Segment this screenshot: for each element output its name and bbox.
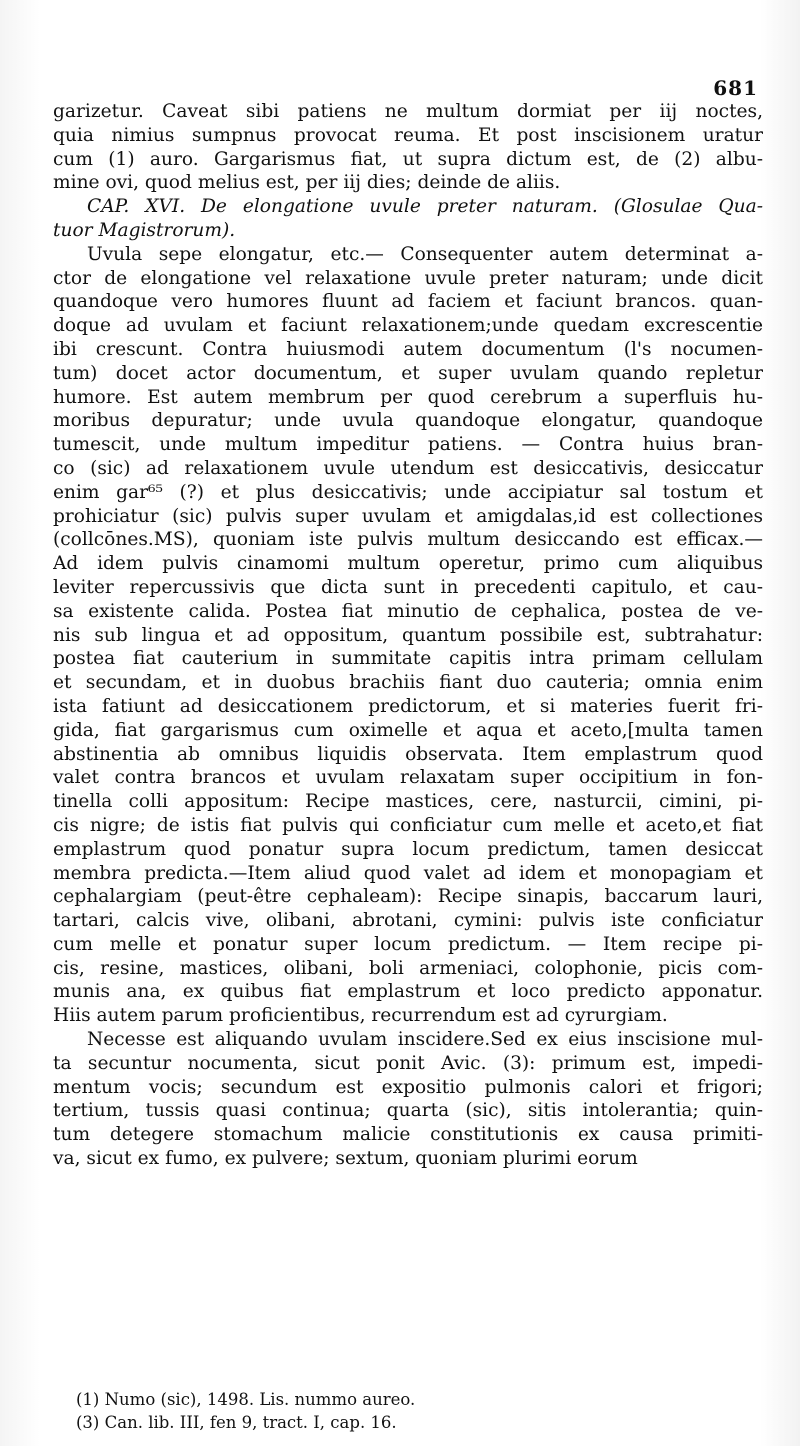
text-line: tuor Magistrorum). — [53, 219, 236, 241]
text-line: quandoque vero humores fluunt ad faciem et faciunt brancos. quan- — [53, 291, 763, 313]
text-line: cum (1) auro. Gargarismus fiat, ut supra dictum est, de (2) albu- — [53, 148, 763, 170]
text-line: tinella colli appositum: Recipe mastices, cere, nasturcii, cimini, pi- — [53, 791, 763, 813]
text-line: emplastrum quod ponatur supra locum predictum, tamen desiccat — [53, 838, 763, 860]
text-line: Ad idem pulvis cinamomi multum operetur, primo cum aliquibus — [53, 553, 763, 575]
text-line: prohiciatur (sic) pulvis super uvulam et amigdalas,id est collectiones — [53, 505, 763, 527]
text-line: nis sub lingua et ad oppositum, quantum possibile est, subtrahatur: — [53, 624, 763, 646]
text-line: tartari, calcis vive, olibani, abrotani, cymini: pulvis iste conficiatur — [53, 910, 763, 932]
text-line: ibi crescunt. Contra huiusmodi autem documentum (l's nocumen- — [53, 338, 763, 360]
text-line: va, sicut ex fumo, ex pulvere; sextum, quoniam plurimi eorum — [53, 1148, 638, 1170]
text-line: (collcōnes.MS), quoniam iste pulvis multum desiccando est efficax.— — [53, 529, 763, 551]
text-line: Uvula sepe elongatur, etc.— Consequenter autem determinat a- — [87, 243, 763, 265]
text-line: et secundam, et in duobus brachiis fiant duo cauteria; omnia enim — [53, 672, 763, 694]
text-line: sa existente calida. Postea fiat minutio de cephalica, postea de ve- — [53, 600, 763, 622]
text-line: munis ana, ex quibus fiat emplastrum et loco predicto apponatur. — [53, 981, 763, 1003]
text-line: membra predicta.—Item aliud quod valet ad idem et monopagiam et — [53, 862, 763, 884]
text-line: tum detegere stomachum malicie constitutionis ex causa primiti- — [53, 1124, 763, 1146]
text-line: tertium, tussis quasi continua; quarta (sic), sitis intolerantia; quin- — [53, 1100, 763, 1122]
text-line: gida, fiat gargarismus cum oximelle et aqua et aceto,[multa tamen — [53, 719, 763, 741]
text-line: quia nimius sumpnus provocat reuma. Et post inscisionem uratur — [53, 124, 763, 146]
text-line: ta secuntur nocumenta, sicut ponit Avic. (3): primum est, impedi- — [53, 1052, 763, 1074]
page-number: 681 — [713, 76, 758, 100]
footnotes — [76, 1388, 676, 1434]
text-line: enim gar⁶⁵ (?) et plus desiccativis; unde accipiatur sal tostum et — [53, 481, 763, 503]
text-line: tum) docet actor documentum, et super uvulam quando repletur — [53, 362, 763, 384]
text-line: ista fatiunt ad desiccationem predictorum, et si materies fuerit fri- — [53, 695, 763, 717]
footnote: (1) Numo (sic), 1498. Lis. nummo aureo. — [76, 1390, 416, 1409]
text-line: leviter repercussivis que dicta sunt in precedenti capitulo, et cau- — [53, 576, 763, 598]
text-line: cis nigre; de istis fiat pulvis qui conficiatur cum melle et aceto,et fiat — [53, 814, 763, 836]
text-line: moribus depuratur; unde uvula quandoque elongatur, quandoque — [53, 410, 763, 432]
text-line: cum melle et ponatur super locum predictum. — Item recipe pi- — [53, 933, 763, 955]
text-line: tumescit, unde multum impeditur patiens. — Contra huius bran- — [53, 434, 763, 456]
text-line: abstinentia ab omnibus liquidis observata. Item emplastrum quod — [53, 743, 763, 765]
text-line: Necesse est aliquando uvulam inscidere.Sed ex eius inscisione mul- — [87, 1029, 763, 1051]
text-line: garizetur. Caveat sibi patiens ne multum dormiat per iij noctes, — [53, 101, 763, 122]
text-line: doque ad uvulam et faciunt relaxationem;unde quedam excrescentie — [53, 315, 763, 337]
text-line: postea fiat cauterium in summitate capitis intra primam cellulam — [53, 648, 763, 670]
text-line: mentum vocis; secundum est expositio pulmonis calori et frigori; — [53, 1076, 763, 1098]
text-line: cephalargiam (peut-être cephaleam): Recipe sinapis, baccarum lauri, — [53, 886, 763, 908]
text-line: Hiis autem parum proficientibus, recurrendum est ad cyrurgiam. — [53, 1005, 668, 1027]
footnote: (3) Can. lib. III, fen 9, tract. I, cap. 16. — [76, 1413, 397, 1432]
text-line: cis, resine, mastices, olibani, boli armeniaci, colophonie, picis com- — [53, 957, 763, 979]
text-line: co (sic) ad relaxationem uvule utendum est desiccativis, desiccatur — [53, 457, 763, 479]
body-text — [53, 100, 763, 1171]
text-line: humore. Est autem membrum per quod cerebrum a superfluis hu- — [53, 386, 763, 408]
text-line: valet contra brancos et uvulam relaxatam super occipitium in fon- — [53, 767, 763, 789]
text-line: ctor de elongatione vel relaxatione uvule preter naturam; unde dicit — [53, 267, 763, 289]
text-line: CAP. XVI. De elongatione uvule preter naturam. (Glosulae Qua- — [87, 196, 763, 218]
text-line: mine ovi, quod melius est, per iij dies; deinde de aliis. — [53, 172, 561, 194]
